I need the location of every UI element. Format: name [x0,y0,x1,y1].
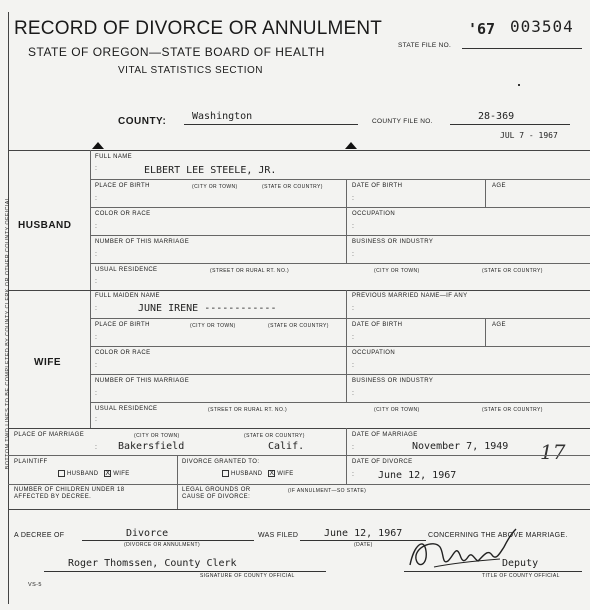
colon: : [95,362,97,369]
colon: : [95,165,97,172]
marriage-city-caption: (CITY OR TOWN) [134,433,180,439]
clerk-caption: SIGNATURE OF COUNTY OFFICIAL [200,573,295,579]
grounds-note: (IF ANNULMENT—SO STATE) [288,488,367,494]
state-file-year: '67 [468,20,496,38]
husband-marriage-num-label: NUMBER OF THIS MARRIAGE [95,239,190,245]
marriage-state-caption: (STATE OR COUNTRY) [244,433,305,439]
county-file-underline [450,124,570,125]
wife-previous-name-label: PREVIOUS MARRIED NAME—IF ANY [352,293,468,299]
husband-city-caption: (CITY OR TOWN) [374,268,420,274]
state-file-number: 003504 [510,17,574,36]
husband-street-caption: (STREET OR RURAL RT. NO.) [210,268,290,274]
side-note: BOTTOM TWO LINES TO BE COMPLETED BY COUNTY CLERK OR OTHER COUNTY OFFICIAL [5,196,11,470]
fold-marker-right [345,142,357,149]
marriage-row-line [8,455,590,456]
decree-date-caption: (DATE) [354,542,373,548]
wife-color-label: COLOR OR RACE [95,350,151,356]
husband-row-line-2 [90,207,590,208]
county-underline [184,124,358,125]
husband-row-line-1 [90,179,590,180]
decree-filed-date: June 12, 1967 [324,528,403,539]
date-of-divorce-label: DATE OF DIVORCE [352,459,413,465]
colon: : [95,334,97,341]
decree-type: Divorce [126,528,169,539]
decree-suffix: CONCERNING THE ABOVE MARRIAGE. [428,532,568,539]
colon: : [352,334,354,341]
section-divider-husband-wife [8,290,590,291]
marriage-col-divider-2 [346,428,347,484]
marriage-date: November 7, 1949 [412,441,509,452]
decree-prefix: A DECREE OF [14,532,65,539]
colon: : [352,223,354,230]
husband-section-label: HUSBAND [18,220,72,231]
wife-occupation-label: OCCUPATION [352,350,396,356]
colon: : [352,390,354,397]
wife-row-line-4 [90,402,590,403]
date-of-marriage-label: DATE OF MARRIAGE [352,432,418,438]
granted-husband-checkbox[interactable] [222,470,229,477]
county-file-label: COUNTY FILE NO. [372,118,433,125]
colon: : [352,195,354,202]
colon: : [95,444,97,451]
form-code: VS-5 [28,582,42,588]
husband-col-divider [346,179,347,263]
children-label-2: AFFECTED BY DECREE. [14,494,92,500]
wife-street-caption: (STREET OR RURAL RT. NO.) [208,407,288,413]
husband-dob-label: DATE OF BIRTH [352,183,403,189]
label-column-divider [90,150,91,428]
children-label-1: NUMBER OF CHILDREN UNDER 18 [14,487,125,493]
husband-full-name-label: FULL NAME [95,154,133,160]
granted-wife-checkbox[interactable]: X [269,470,275,477]
marriage-city: Bakersfield [118,441,185,452]
colon: : [352,305,354,312]
state-file-underline [462,48,582,49]
wife-maiden-name: JUNE IRENE ------------ [138,303,277,314]
wife-pob-label: PLACE OF BIRTH [95,322,150,328]
husband-row-line-3 [90,235,590,236]
husband-age-divider [485,179,486,207]
colon: : [95,305,97,312]
marriage-state: Calif. [268,441,305,452]
granted-options [222,470,294,477]
colon: : [95,390,97,397]
wife-age-label: AGE [492,322,506,328]
colon: : [352,444,354,451]
wife-section-label: WIFE [34,357,61,368]
colon: : [95,195,97,202]
husband-age-label: AGE [492,183,506,189]
colon: : [95,278,97,285]
wife-age-divider [485,318,486,346]
grounds-row-line [8,509,590,510]
dot-mark [518,84,520,86]
form-subtitle: STATE OF OREGON—STATE BOARD OF HEALTH [28,45,325,59]
wife-state-caption: (STATE OR COUNTRY) [482,407,543,413]
handwritten-annotation: 17 [540,440,566,464]
husband-state-caption: (STATE OR COUNTRY) [482,268,543,274]
plaintiff-husband-label: HUSBAND [66,471,99,478]
wife-marriage-num-label: NUMBER OF THIS MARRIAGE [95,378,190,384]
husband-residence-label: USUAL RESIDENCE [95,267,158,273]
plaintiff-husband-checkbox[interactable] [58,470,65,477]
granted-husband-label: HUSBAND [230,471,263,478]
husband-row-line-4 [90,263,590,264]
county-label: COUNTY: [118,116,167,127]
grounds-label-2: CAUSE OF DIVORCE: [182,494,251,500]
wife-city-caption: (CITY OR TOWN) [374,407,420,413]
county-clerk-name: Roger Thomssen, County Clerk [68,558,237,569]
plaintiff-label: PLAINTIFF [14,459,48,465]
wife-row-line-1 [90,318,590,319]
colon: : [95,223,97,230]
colon: : [95,251,97,258]
form-section: VITAL STATISTICS SECTION [118,65,263,76]
deputy-underline [404,571,582,572]
colon: : [352,471,354,478]
plaintiff-wife-label: WIFE [113,471,130,478]
deputy-caption: TITLE OF COUNTY OFFICIAL [482,573,560,579]
plaintiff-options [58,470,130,477]
wife-residence-label: USUAL RESIDENCE [95,406,158,412]
grid-top [8,150,590,151]
colon: : [95,416,97,423]
husband-pob-city: (CITY OR TOWN) [192,184,238,190]
colon: : [352,251,354,258]
husband-color-label: COLOR OR RACE [95,211,151,217]
granted-wife-label: WIFE [277,471,294,478]
wife-business-label: BUSINESS OR INDUSTRY [352,378,434,384]
deputy-title: Deputy [502,558,539,569]
husband-occupation-label: OCCUPATION [352,211,396,217]
county-file-value: 28-369 [478,111,515,122]
husband-pob-label: PLACE OF BIRTH [95,183,150,189]
wife-pob-state: (STATE OR COUNTRY) [268,323,329,329]
form-title: RECORD OF DIVORCE OR ANNULMENT [14,18,383,39]
county-value: Washington [192,111,253,122]
decree-type-underline [82,540,254,541]
husband-pob-state: (STATE OR COUNTRY) [262,184,323,190]
colon: : [352,362,354,369]
wife-maiden-name-label: FULL MAIDEN NAME [95,293,160,299]
fold-marker-left [92,142,104,149]
divorce-granted-label: DIVORCE GRANTED TO: [182,459,260,465]
husband-full-name: ELBERT LEE STEELE, JR. [144,165,277,176]
state-file-label: STATE FILE NO. [398,42,452,49]
husband-business-label: BUSINESS OR INDUSTRY [352,239,434,245]
divorce-date: June 12, 1967 [378,470,457,481]
decree-filed-label: WAS FILED [258,532,299,539]
section-divider-wife-marriage [8,428,590,429]
wife-pob-city: (CITY OR TOWN) [190,323,236,329]
clerk-underline [44,571,326,572]
plaintiff-wife-checkbox[interactable]: X [105,470,111,477]
divorce-row-line [8,484,590,485]
decree-type-caption: (DIVORCE OR ANNULMENT) [124,542,201,548]
wife-row-line-2 [90,346,590,347]
wife-dob-label: DATE OF BIRTH [352,322,403,328]
marriage-col-divider-1 [177,455,178,509]
grounds-label-1: LEGAL GROUNDS OR [182,487,251,493]
place-of-marriage-label: PLACE OF MARRIAGE [14,432,85,438]
wife-row-line-3 [90,374,590,375]
received-stamp: JUL 7 - 1967 [500,131,558,140]
